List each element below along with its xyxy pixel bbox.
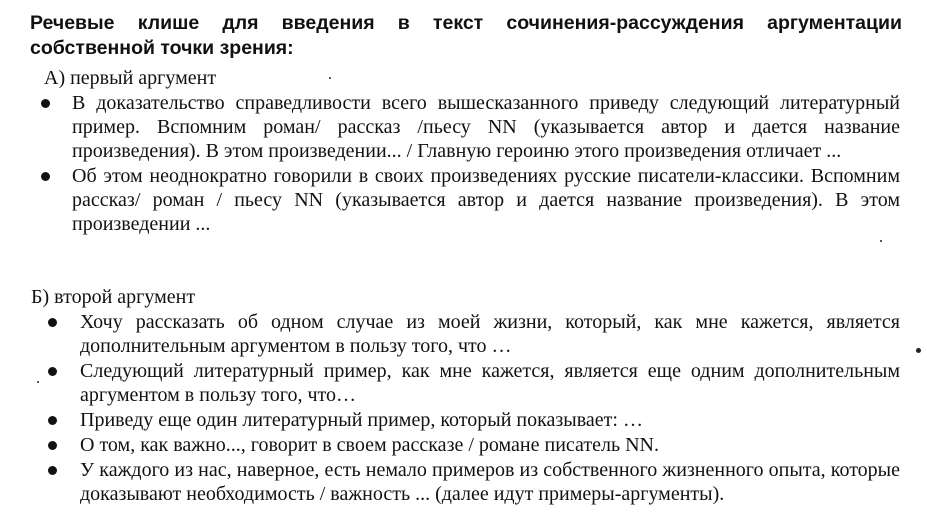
scan-speck: [880, 240, 882, 242]
list-item: [80, 359, 900, 407]
list-item: [80, 433, 900, 457]
list-item: [80, 310, 900, 358]
bullet-icon: [41, 172, 50, 181]
list-item-text: В доказательство справедливости всего вышесказанного приведу следующий литературный пример. Вспомним роман/ рассказ /пьесу NN (указывается автор и дается название произведения). В этом произведении... / Главную героиню этого произведения отличает ...: [72, 92, 900, 162]
list-item: [80, 408, 900, 432]
list-item-text: Об этом неоднократно говорили в своих произведениях русские писатели-классики. Вспомним рассказ/ роман / пьесу NN (указывается автор и дается название произведения). В этом произведении ...: [72, 165, 900, 235]
list-item-text: О том, как важно..., говорит в своем рассказе / романе писатель NN.: [80, 434, 659, 456]
bullet-icon: [48, 466, 57, 475]
list-item: [80, 458, 900, 506]
scan-speck: [37, 381, 39, 383]
list-item: [72, 91, 900, 163]
document-title: Речевые клише для введения в текст сочинения-рассуждения аргументации собственной точки зрения:: [30, 12, 902, 59]
section-a-list: [72, 91, 900, 237]
scan-speck: [916, 348, 921, 353]
section-b-list: [80, 310, 900, 507]
section-a-label: А) первый аргумент: [44, 67, 217, 89]
scan-speck: [329, 77, 331, 79]
bullet-icon: [48, 367, 57, 376]
bullet-icon: [48, 441, 57, 450]
bullet-icon: [48, 416, 57, 425]
bullet-icon: [41, 99, 50, 108]
bullet-icon: [48, 318, 57, 327]
list-item-text: У каждого из нас, наверное, есть немало примеров из собственного жизненного опыта, которые доказывают необходимость / важность ... (далее идут примеры-аргументы).: [80, 459, 900, 505]
section-b-label: Б) второй аргумент: [31, 286, 196, 308]
list-item-text: Приведу еще один литературный пример, который показывает: …: [80, 409, 643, 431]
list-item-text: Хочу рассказать об одном случае из моей жизни, который, как мне кажется, является дополнительным аргументом в пользу того, что …: [80, 311, 900, 357]
list-item-text: Следующий литературный пример, как мне кажется, является еще одним дополнительным аргументом в пользу того, что…: [80, 360, 900, 406]
list-item: [72, 164, 900, 236]
